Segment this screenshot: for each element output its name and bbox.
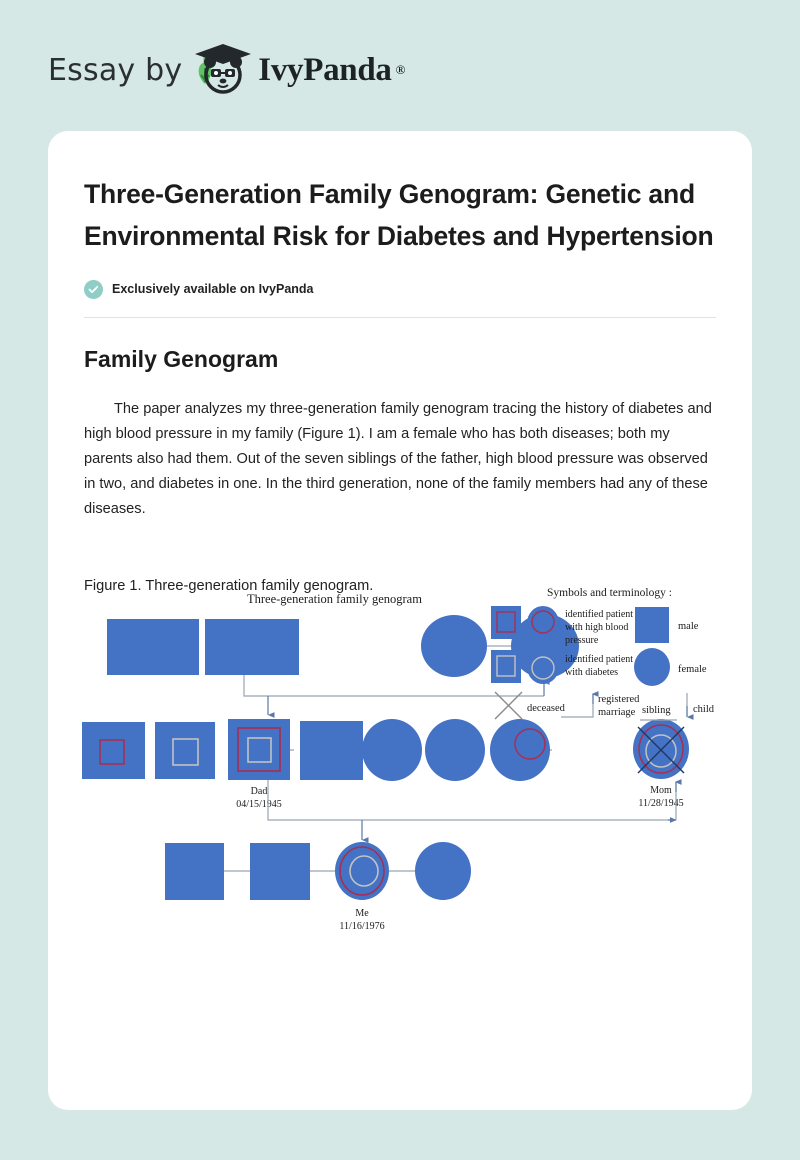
genogram-node-male[interactable] bbox=[205, 619, 299, 675]
page-title: Three-Generation Family Genogram: Genetic and Environmental Risk for Diabetes and Hypertension bbox=[84, 179, 714, 252]
node-label-dad-dob: 04/15/1945 bbox=[236, 798, 282, 810]
node-label-mom-name: Mom bbox=[650, 784, 672, 796]
panda-graduate-logo-icon bbox=[192, 40, 254, 101]
genogram-node-mom[interactable] bbox=[633, 719, 689, 779]
genogram-node-female-hypertension[interactable] bbox=[490, 719, 550, 781]
legend-hypertension-label-line3: pressure bbox=[565, 634, 599, 646]
legend-hypertension-square-icon bbox=[491, 606, 521, 639]
brand-header bbox=[48, 40, 406, 100]
legend-male-label: male bbox=[678, 620, 699, 632]
generation-2-group bbox=[82, 719, 689, 810]
legend-female-label: female bbox=[678, 663, 707, 675]
figure-caption: Figure 1. Three-generation family genogram. bbox=[84, 577, 374, 594]
legend-deceased-label: deceased bbox=[527, 702, 565, 714]
legend-sibling-label: sibling bbox=[642, 704, 671, 716]
genogram-node-female[interactable] bbox=[425, 719, 485, 781]
genogram-node-female[interactable] bbox=[421, 615, 487, 677]
genogram-node-male[interactable] bbox=[300, 721, 363, 780]
genogram-node-dad[interactable] bbox=[228, 719, 290, 780]
genogram-node-female[interactable] bbox=[415, 842, 471, 900]
node-label-dad-name: Dad bbox=[250, 785, 268, 797]
generation-3-group bbox=[165, 842, 471, 932]
legend-diabetes-label-line2: with diabetes bbox=[565, 666, 619, 678]
legend-marriage-icon bbox=[561, 694, 593, 717]
header-divider bbox=[84, 317, 716, 318]
node-label-mom-dob: 11/28/1945 bbox=[638, 797, 684, 809]
figure-container bbox=[84, 577, 716, 932]
ivypanda-logo[interactable] bbox=[192, 40, 405, 101]
genogram-node-male[interactable] bbox=[165, 843, 224, 900]
diagram-title: Three-generation family genogram bbox=[247, 591, 422, 606]
legend-diabetes-circle-icon bbox=[527, 650, 559, 684]
brand-prefix-text: Essay by bbox=[48, 52, 183, 88]
legend-male-icon bbox=[635, 607, 669, 643]
brand-name-text: IvyPanda bbox=[258, 51, 392, 88]
legend-hypertension-label-line1: identified patient bbox=[565, 608, 634, 620]
legend-diabetes-square-icon bbox=[491, 650, 521, 683]
node-label-me-dob: 11/16/1976 bbox=[339, 920, 385, 932]
legend-title: Symbols and terminology : bbox=[547, 586, 672, 599]
legend-marriage-label-line2: marriage bbox=[598, 706, 636, 718]
genogram-node-male[interactable] bbox=[250, 843, 310, 900]
registered-trademark-icon: ® bbox=[395, 62, 406, 77]
legend-hypertension-label-line2: with high blood bbox=[565, 621, 629, 633]
genogram-node-male-hypertension[interactable] bbox=[82, 722, 145, 779]
genogram-node-me[interactable] bbox=[335, 842, 389, 900]
section-heading: Family Genogram bbox=[84, 345, 279, 372]
body-paragraph: The paper analyzes my three-generation family genogram tracing the history of diabetes and high blood pressure in my family (Figure 1). I am a female who has both diseases; both my parents also had them. Out of the seven siblings of the father, high blood pressure was observed in two, and diabetes in one. In the third generation, none of the family members had any of these diseases. bbox=[84, 400, 712, 517]
legend-child-label: child bbox=[693, 703, 714, 715]
genogram-diagram bbox=[72, 578, 724, 932]
document-card bbox=[48, 131, 752, 1110]
exclusive-badge bbox=[84, 280, 716, 299]
legend-marriage-label-line1: registered bbox=[598, 693, 640, 705]
genogram-node-male-diabetes[interactable] bbox=[155, 722, 215, 779]
legend-diabetes-label-line1: identified patient bbox=[565, 653, 634, 665]
genogram-node-male[interactable] bbox=[107, 619, 199, 675]
check-circle-icon bbox=[84, 280, 103, 299]
exclusive-badge-label: Exclusively available on IvyPanda bbox=[112, 282, 314, 297]
legend-hypertension-circle-icon bbox=[527, 606, 559, 640]
connector-gen2-to-gen3 bbox=[268, 780, 676, 840]
genogram-node-female[interactable] bbox=[362, 719, 422, 781]
node-label-me-name: Me bbox=[355, 907, 369, 919]
legend-female-icon bbox=[634, 648, 670, 686]
